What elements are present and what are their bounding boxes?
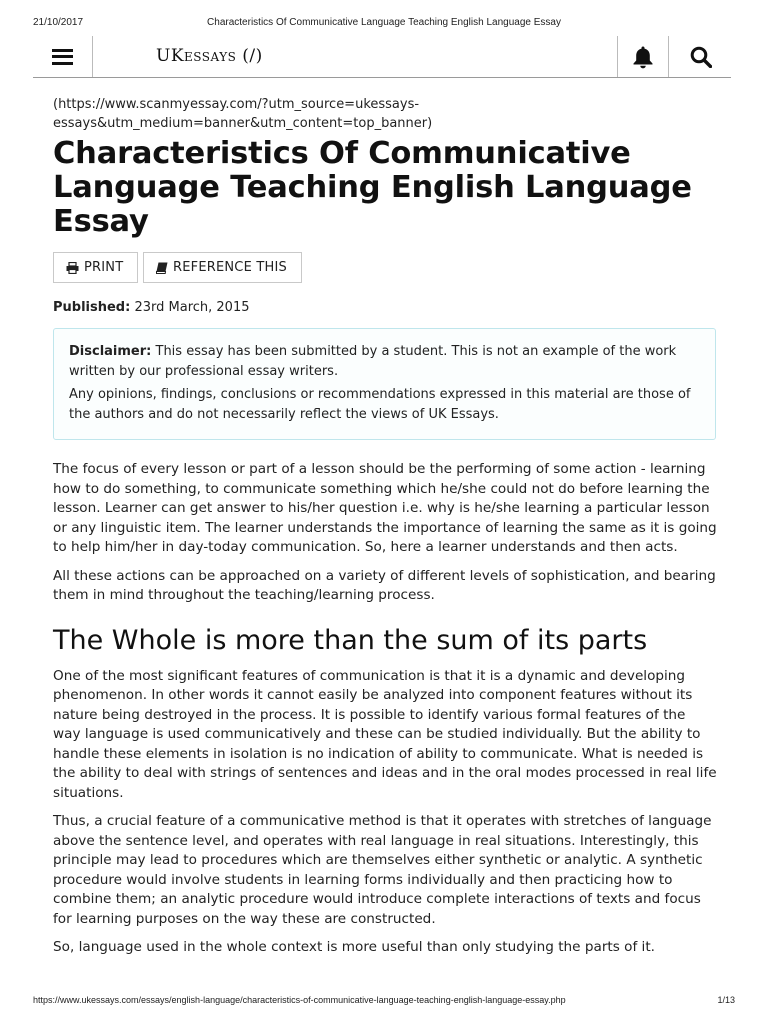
section-heading: The Whole is more than the sum of its parts: [53, 624, 648, 656]
disclaimer-box: [53, 328, 716, 440]
page-number: 1/13: [717, 995, 735, 1005]
bell-icon: [632, 45, 654, 69]
printer-icon: [66, 262, 79, 274]
print-header: [0, 17, 768, 31]
disclaimer-text-1: This essay has been submitted by a student. This is not an example of the work written by our professional essay writers.: [69, 344, 677, 379]
top-navbar: [33, 36, 731, 78]
print-label: PRINT: [84, 260, 124, 275]
print-footer: [33, 995, 735, 1009]
section-paragraph-1: One of the most significant features of communication is that it is a dynamic and developing phenomenon. In other words it cannot easily be analyzed into component features without its nature being destroyed in the process. It is possible to identify various formal features of the way language is used communicatively and these can be studied individually. But the ability to handle these elements in isolation is no indication of ability to communicate. What is needed is the ability to deal with strings of sentences and ideas and in the oral modes processed in real life situations.: [53, 667, 717, 801]
reference-label: REFERENCE THIS: [173, 260, 287, 275]
print-page-title: Characteristics Of Communicative Language Teaching English Language Essay: [207, 17, 561, 28]
menu-button[interactable]: [33, 36, 93, 77]
book-icon: [156, 262, 168, 274]
menu-icon: [52, 49, 73, 65]
section-paragraph-3: So, language used in the whole context is more useful than only studying the parts of it.: [53, 939, 655, 955]
page-title: Characteristics Of Communicative Language Teaching English Language Essay: [53, 136, 692, 239]
published-date: 23rd March, 2015: [134, 300, 250, 315]
print-button[interactable]: [53, 252, 138, 283]
intro-paragraph-2: All these actions can be approached on a variety of different levels of sophistication, and bearing them in mind throughout the teaching/learning process.: [53, 567, 716, 603]
section-paragraph-2: Thus, a crucial feature of a communicative method is that it operates with stretches of language above the sentence level, and operates with real language in real situations. Interestingly, this principle may lead to procedures which are themselves either synthetic or analytic. A synthetic procedure would involve students in learning forms individually and then practicing how to combine them; an analytic procedure would introduce complete interactions of texts and focus for learning purposes on the way these are constructed.: [53, 813, 712, 927]
site-logo-link[interactable]: UKessays (/): [156, 46, 263, 66]
article-content: [53, 95, 717, 958]
banner-link[interactable]: (https://www.scanmyessay.com/?utm_source=ukessays-essays&utm_medium=banner&utm_content=top_banner): [53, 97, 433, 131]
print-date: 21/10/2017: [33, 17, 84, 28]
published-line: [53, 299, 717, 316]
intro-paragraph-1: The focus of every lesson or part of a lesson should be the performing of some action - learning how to do something, to communicate something which he/she could not do before learning the lesson. Learner can get answer to his/her question i.e. why is he/she learning a particular lesson or any linguistic item. The learner understands the importance of learning the same as it is going to help him/her in day-today communication. So, here a learner understands and then acts.: [53, 461, 717, 555]
disclaimer-text-2: Any opinions, findings, conclusions or recommendations expressed in this material are those of the authors and do not necessarily reflect the views of UK Essays.: [69, 387, 691, 422]
disclaimer-label: Disclaimer:: [69, 344, 152, 359]
notifications-button[interactable]: [617, 36, 668, 77]
disclaimer-paragraph-1: [69, 342, 700, 382]
reference-this-button[interactable]: [143, 252, 302, 283]
print-url: https://www.ukessays.com/essays/english-language/characteristics-of-communicative-language-teaching-english-language-essay.php: [33, 995, 566, 1005]
published-label: Published:: [53, 300, 131, 315]
search-button[interactable]: [668, 36, 732, 77]
search-icon: [690, 46, 712, 68]
action-buttons: [53, 252, 717, 283]
